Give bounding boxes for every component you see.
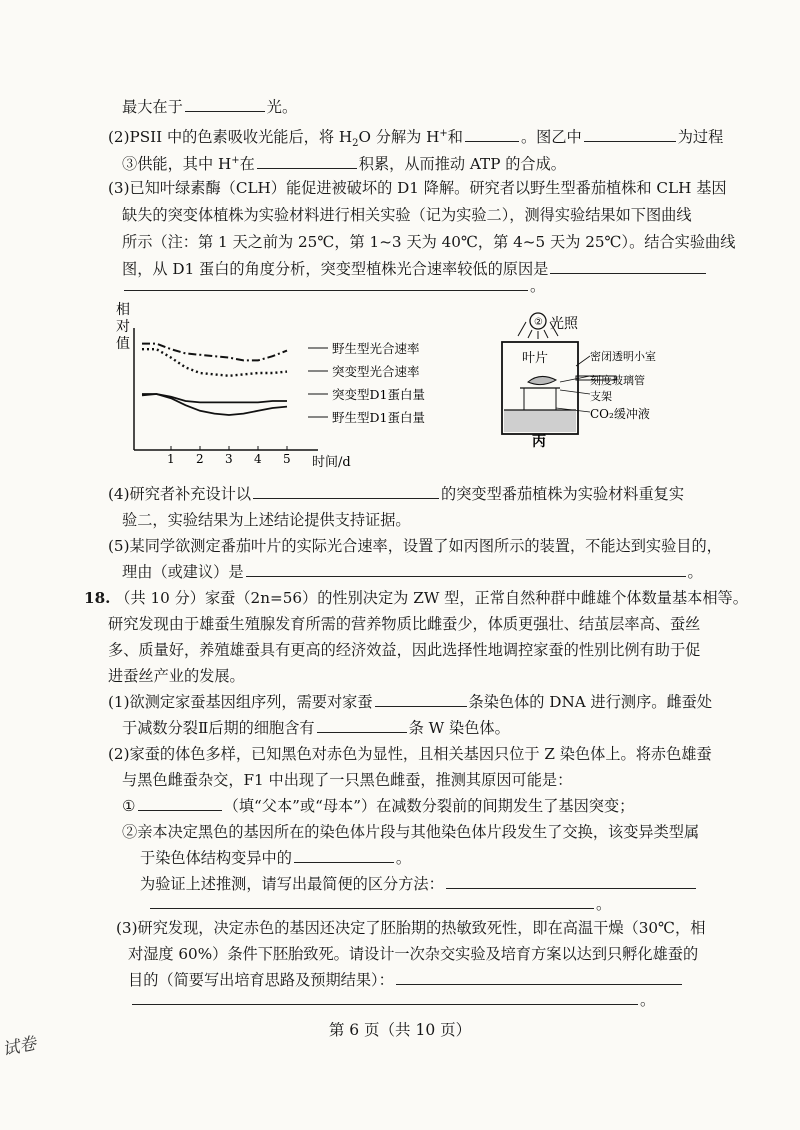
answer-blank[interactable] <box>465 127 519 142</box>
x-tick-label: 5 <box>283 452 291 466</box>
q17-line-0: 最大在于 光。 <box>122 98 298 116</box>
legend-label: 突变型D1蛋白量 <box>332 387 425 402</box>
q17-part5-line2: 理由（或建议）是 。 <box>122 563 703 581</box>
figure-label: 丙 <box>532 434 546 448</box>
q17-part2-line2: ③供能，其中 H+在 积累，从而推动 ATP 的合成。 <box>122 155 566 174</box>
x-tick-label: 2 <box>196 452 204 466</box>
q18-verify-line2: 。 <box>148 894 611 914</box>
legend-label: 突变型光合速率 <box>332 364 420 379</box>
q18-line4: 进蚕丝产业的发展。 <box>108 667 245 685</box>
q18-part2-cause2-line2: 于染色体结构变异中的 。 <box>140 849 412 867</box>
y-axis-label: 相对值 <box>116 302 130 352</box>
q17-part3-line1: (3)已知叶绿素酶（CLH）能促进被破坏的 D1 降解。研究者以野生型番茄植株和 CLH 基因 <box>108 179 727 197</box>
answer-blank[interactable] <box>375 692 467 707</box>
answer-blank[interactable] <box>185 97 265 112</box>
series-line-1 <box>142 344 287 361</box>
answer-blank[interactable] <box>253 484 439 499</box>
q17-part5-line1: (5)某同学欲测定番茄叶片的实际光合速率，设置了如丙图所示的装置，不能达到实验目的， <box>108 537 722 555</box>
co2-buffer <box>504 410 576 432</box>
answer-blank[interactable] <box>150 894 594 909</box>
apparatus-diagram <box>490 308 710 448</box>
tube-label: 刻度玻璃管 <box>590 374 645 387</box>
q18-part2-line1: (2)家蚕的体色多样，已知黑色对赤色为显性，且相关基因只位于 Z 染色体上。将赤色雄蚕 <box>108 745 712 763</box>
answer-blank[interactable] <box>584 127 676 142</box>
answer-blank[interactable] <box>246 562 686 577</box>
q18-part3-line1: (3)研究发现，决定赤色的基因还决定了胚胎期的热敏致死性，即在高温干燥（30℃，相 <box>116 919 706 937</box>
answer-blank[interactable] <box>550 259 706 274</box>
svg-text:②: ② <box>534 317 543 328</box>
q18-part1-line2: 于减数分裂Ⅱ后期的细胞含有 条 W 染色体。 <box>122 719 510 737</box>
legend-label: 野生型D1蛋白量 <box>332 410 425 425</box>
q17-part3-line3: 所示（注：第 1 天之前为 25℃，第 1~3 天为 40℃，第 4~5 天为 25℃）。结合实验曲线 <box>122 233 736 251</box>
q17-part3-line4: 图，从 D1 蛋白的角度分析，突变型植株光合速率较低的原因是 <box>122 259 708 279</box>
q18-part2-line2: 与黑色雌蚕杂交，F1 中出现了一只黑色雌蚕，推测其原因可能是： <box>122 771 573 789</box>
q18-part3-line4: 。 <box>130 990 655 1010</box>
q18-part1-line1: (1)欲测定家蚕基因组序列，需要对家蚕 条染色体的 DNA 进行测序。雌蚕处 <box>108 693 713 711</box>
leaf-icon <box>528 376 556 384</box>
legend-label: 野生型光合速率 <box>332 341 420 356</box>
answer-blank[interactable] <box>446 874 696 889</box>
q18-line2: 研究发现由于雄蚕生殖腺发育所需的营养物质比雌蚕少，体质更强壮、结茧层率高、蚕丝 <box>108 615 701 633</box>
d1-photosynthesis-chart <box>108 298 448 478</box>
q17-part3-line2: 缺失的突变体植株为实验材料进行相关实验（记为实验二），测得实验结果如下图曲线 <box>122 206 692 224</box>
q18-part3-line2: 对湿度 60%）条件下胚胎致死。请设计一次杂交实验及培育方案以达到只孵化雄蚕的 <box>128 945 699 963</box>
q17-part4-line2: 验二，实验结果为上述结论提供支持证据。 <box>122 511 411 529</box>
leaf-label: 叶片 <box>522 351 549 366</box>
question-number: 18. <box>84 589 111 607</box>
corner-watermark: 试卷 <box>0 1033 39 1061</box>
answer-blank[interactable] <box>257 154 357 169</box>
answer-blank[interactable] <box>317 718 407 733</box>
answer-blank[interactable] <box>124 276 528 291</box>
x-tick-label: 4 <box>254 452 262 466</box>
answer-blank[interactable] <box>132 990 638 1005</box>
q18-verify-line1: 为验证上述推测，请写出最简便的区分方法： <box>140 874 698 894</box>
series-line-2 <box>142 349 287 376</box>
answer-blank[interactable] <box>138 796 222 811</box>
q17-part3-line5: 。 <box>122 276 545 296</box>
answer-blank[interactable] <box>294 848 394 863</box>
q17-part4-line1: (4)研究者补充设计以 的突变型番茄植株为实验材料重复实 <box>108 485 685 503</box>
q18-part2-cause1: ① （填“父本”或“母本”）在减数分裂前的间期发生了基因突变； <box>122 797 635 815</box>
x-tick-label: 1 <box>167 452 175 466</box>
chamber-label: 密闭透明小室 <box>590 350 656 363</box>
answer-blank[interactable] <box>396 970 682 985</box>
light-label: 光照 <box>550 316 578 332</box>
q18-part2-cause2: ②亲本决定黑色的基因所在的染色体片段与其他染色体片段发生了交换，该变异类型属 <box>122 823 700 841</box>
series-line-4 <box>142 394 287 415</box>
x-tick-label: 3 <box>225 452 233 466</box>
x-axis-label: 时间/d <box>312 455 351 470</box>
buffer-label: CO₂缓冲液 <box>590 407 650 421</box>
q18-line3: 多、质量好，养殖雄蚕具有更高的经济效益，因此选择性地调控家蚕的性别比例有助于促 <box>108 641 701 659</box>
q18-line1: 18. （共 10 分）家蚕（2n=56）的性别决定为 ZW 型，正常自然种群中雌雄个体数量基本相等。 <box>84 589 748 607</box>
q18-part3-line3: 目的（简要写出培育思路及预期结果）： <box>128 970 684 990</box>
page-number: 第 6 页（共 10 页） <box>328 1021 472 1039</box>
q17-part2-line1: (2)PSII 中的色素吸收光能后，将 $H_2O$ 分解为 H+和 。图乙中 为过程 <box>108 128 724 150</box>
stand-label: 支架 <box>590 390 612 403</box>
